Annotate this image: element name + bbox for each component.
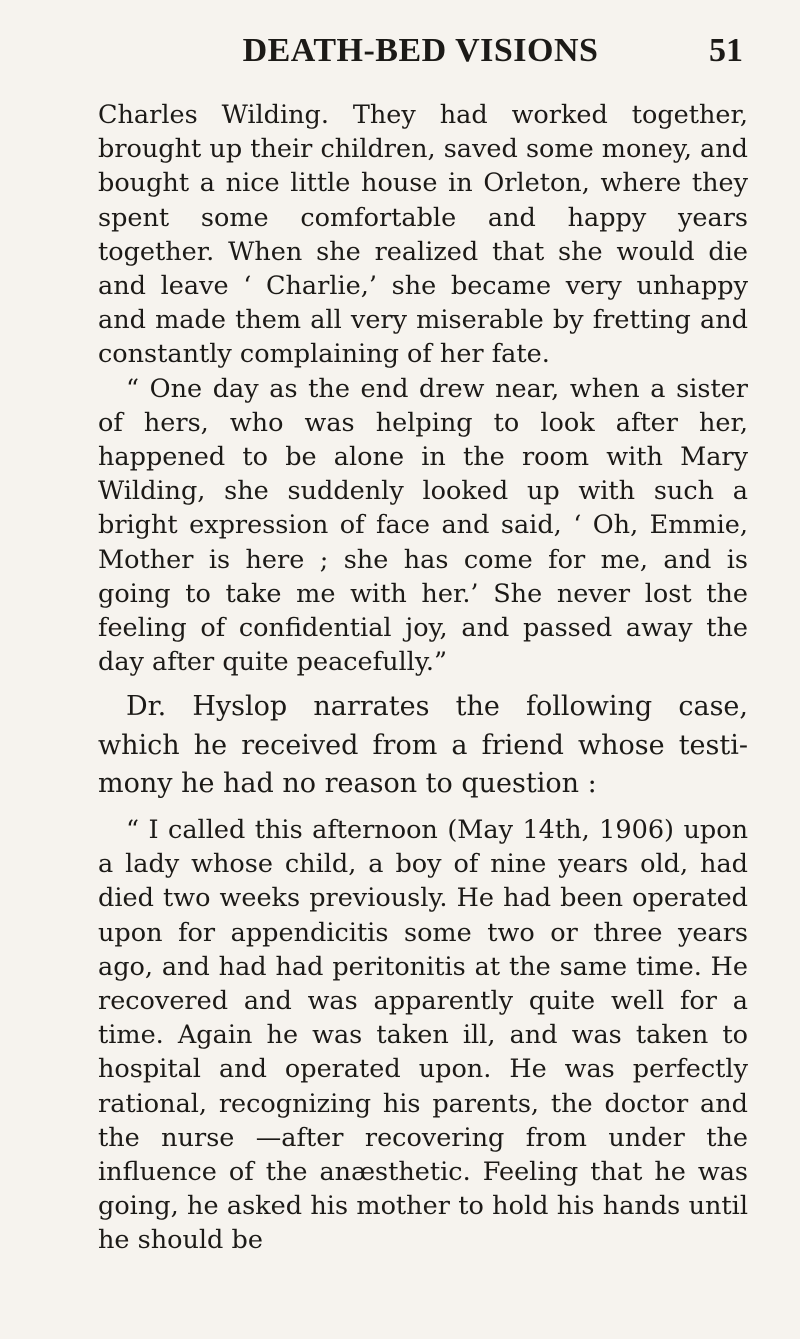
paragraph-3: Dr. Hyslop narrates the following case, which he received from a friend whose testi- mony he had no reason to question : <box>98 691 748 800</box>
paragraph-2: “ One day as the end drew near, when a sister of hers, who was helping to look after her, happened to be alone in the room with Mary Wilding, she suddenly looked up with such a bright expression of face and said, ‘ Oh, Emmie, Mother is here ; she has come for me, and is going to take me with her.’ She never lost the feeling of confidential joy, and passed away the day after quite peacefully.” <box>98 373 748 678</box>
paragraph-4: “ I called this afternoon (May 14th, 1906) upon a lady whose child, a boy of nine years old, had died two weeks previously. He had been operated upon for appendicitis some two or three years ago, and had had peritonitis at the same time. He recovered and was apparently quite well for a time. Again he was taken ill, and was taken to hospital and operated upon. He was perfectly rational, recognizing his parents, the doctor and the nurse —after recovering from under the influence of the anæsthetic. Feeling that he was going, he asked his mother to hold his hands until he should be <box>98 814 748 1256</box>
page-number: 51 <box>709 32 743 69</box>
running-head <box>98 30 743 76</box>
running-head-title: DEATH-BED VISIONS <box>242 32 599 69</box>
body-text <box>98 98 748 1258</box>
paragraph-1: Charles Wilding. They had worked together, brought up their children, saved some money, and bought a nice little house in Orleton, where they spent some comfortable and happy years together. When she realized that she would die and leave ‘ Charlie,’ she became very unhappy and made them all very miserable by fretting and constantly complaining of her fate. <box>98 100 748 370</box>
